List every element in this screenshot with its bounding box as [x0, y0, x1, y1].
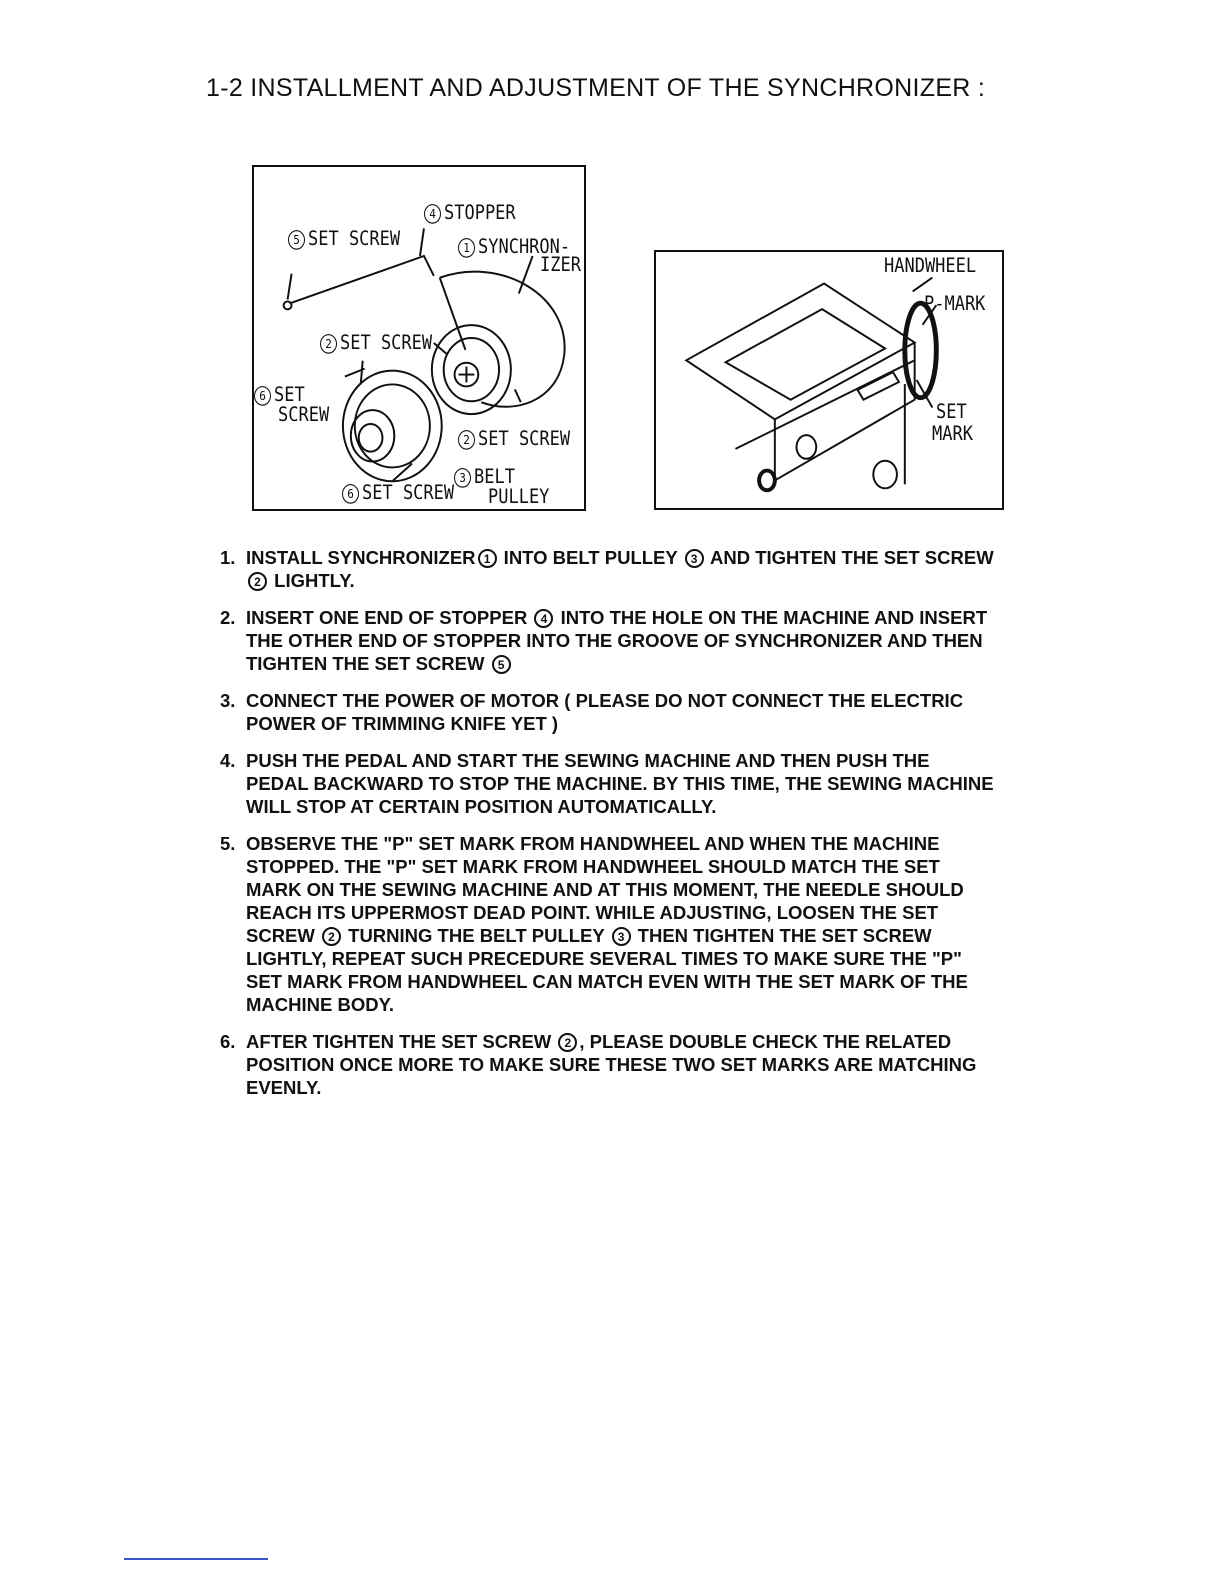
step-5 — [206, 832, 996, 1016]
step-text: PUSH THE PEDAL AND START THE SEWING MACHINE AND THEN PUSH THE PEDAL BACKWARD TO STOP THE MACHINE. BY THIS TIME, THE SEWING MACHINE WILL STOP AT CERTAIN POSITION AUTOMATICALLY. — [246, 750, 994, 817]
set-screw-16-label: 6 SET — [254, 385, 305, 406]
step-6 — [206, 1030, 996, 1099]
set-screw-2-label-top: 2 SET SCREW — [320, 333, 432, 354]
set-mark-label-cont: MARK — [932, 422, 973, 446]
step-text: AND TIGHTEN THE SET SCREW — [705, 547, 994, 568]
set-screw-5-label: 5 SET SCREW — [288, 229, 400, 250]
step-text: OBSERVE THE "P" SET MARK FROM HANDWHEEL AND WHEN THE MACHINE STOPPED. THE "P" SET MARK FROM HANDWHEEL SHOULD MATCH THE SET MARK ON THE SEWING MACHINE AND AT THIS MOMENT, THE NEEDLE SHOULD REACH ITS UPPERMOST DEAD POINT. WHILE ADJUSTING, LOOSEN THE SET SCREW — [246, 833, 964, 946]
handwheel-label: HANDWHEEL — [884, 254, 977, 278]
step-number: 5. — [220, 833, 236, 854]
handwheel-diagram — [654, 250, 1004, 510]
part-number-circle: 2 — [558, 1033, 577, 1052]
belt-pulley-label: 3 BELT — [454, 467, 515, 488]
step-number: 2. — [220, 607, 236, 628]
set-screw-2-label-bottom: 2 SET SCREW — [458, 429, 570, 450]
step-3 — [206, 689, 996, 735]
part-number-circle: 1 — [478, 549, 497, 568]
step-2 — [206, 606, 996, 675]
step-text: TURNING THE BELT PULLEY — [343, 925, 610, 946]
page-title: 1-2 INSTALLMENT AND ADJUSTMENT OF THE SYNCHRONIZER : — [206, 74, 986, 102]
step-4 — [206, 749, 996, 818]
step-text: THEN TIGHTEN THE SET SCREW LIGHTLY, REPEAT SUCH PRECEDURE SEVERAL TIMES TO MAKE SURE THE "P" SET MARK FROM HANDWHEEL CAN MATCH EVEN WITH THE SET MARK OF THE MACHINE BODY. — [246, 925, 968, 1015]
part-number-circle: 3 — [612, 927, 631, 946]
step-1 — [206, 546, 996, 592]
set-screw-6-label: 6 SET SCREW — [342, 483, 454, 504]
step-text: INTO BELT PULLEY — [498, 547, 683, 568]
part-number-circle: 5 — [492, 655, 511, 674]
set-mark-label: SET — [936, 400, 967, 424]
step-text: LIGHTLY. — [269, 570, 355, 591]
step-number: 6. — [220, 1031, 236, 1052]
part-number-circle: 2 — [322, 927, 341, 946]
step-text: INSTALL SYNCHRONIZER — [246, 547, 476, 568]
synchronizer-label-cont: IZER — [540, 253, 581, 277]
step-text: INSERT ONE END OF STOPPER — [246, 607, 533, 628]
synchronizer-diagram — [252, 165, 586, 511]
set-screw-16-label-cont: SCREW — [278, 403, 330, 427]
belt-pulley-label-cont: PULLEY — [488, 485, 550, 509]
part-number-circle: 3 — [685, 549, 704, 568]
step-text: CONNECT THE POWER OF MOTOR ( PLEASE DO NOT CONNECT THE ELECTRIC POWER OF TRIMMING KNIFE YET ) — [246, 690, 964, 734]
step-text: , PLEASE DOUBLE CHECK THE RELATED POSITION ONCE MORE TO MAKE SURE THESE TWO SET MARKS ARE MATCHING EVENLY. — [246, 1031, 977, 1098]
part-number-circle: 4 — [534, 609, 553, 628]
synchronizer-label: 1 SYNCHRON- — [458, 237, 570, 258]
stopper-label: 4 STOPPER — [424, 203, 516, 224]
instruction-steps — [206, 546, 996, 1113]
step-number: 1. — [220, 547, 236, 568]
step-text: AFTER TIGHTEN THE SET SCREW — [246, 1031, 557, 1052]
part-number-circle: 2 — [248, 572, 267, 591]
handwheel-drawing — [656, 252, 1002, 508]
p-mark-label: P-MARK — [924, 292, 986, 316]
step-number: 4. — [220, 750, 236, 771]
step-number: 3. — [220, 690, 236, 711]
footer-rule — [124, 1558, 268, 1560]
step-text: INTO THE HOLE ON THE MACHINE AND INSERT THE OTHER END OF STOPPER INTO THE GROOVE OF SYNCHRONIZER AND THEN TIGHTEN THE SET SCREW — [246, 607, 988, 674]
